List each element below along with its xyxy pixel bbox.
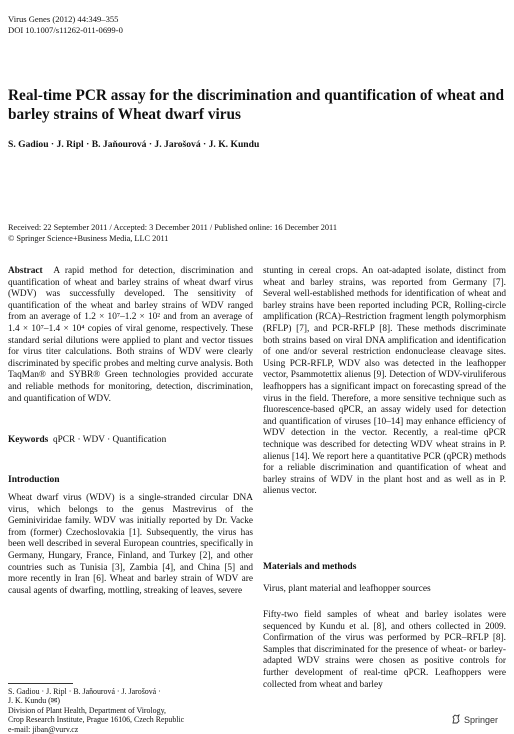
- footnote-email: e-mail: jiban@vurv.cz: [8, 724, 79, 734]
- methods-subheading: Virus, plant material and leafhopper sources: [263, 584, 431, 594]
- copyright: © Springer Science+Business Media, LLC 2011: [8, 234, 169, 243]
- publisher-name: Springer: [464, 715, 499, 725]
- keywords-text: qPCR · WDV · Quantification: [52, 435, 167, 445]
- methods-text: Fifty-two field samples of wheat and barley isolates were sequenced by Kundu et al. [8], and others collected in 2009. Confirmation of the virus was performed by PCR–RFLP [8]. Samples that discriminated for the presence of wheat- or barley-adapted WDV strains were chosen as positive controls for further development of real-time qPCR. Leafhoppers were collected from wheat and barley: [263, 610, 506, 690]
- journal-citation: Virus Genes (2012) 44:349–355: [8, 14, 119, 24]
- abstract: [8, 266, 253, 405]
- keywords: [8, 435, 253, 445]
- author-list: S. Gadiou · J. Ripl · B. Jaňourová · J. Jarošová · J. K. Kundu: [8, 139, 260, 150]
- paper-title: Real-time PCR assay for the discrimination and quantification of wheat and barley strains of Wheat dwarf virus: [8, 87, 505, 123]
- abstract-text: A rapid method for detection, discrimination and quantification of wheat and barley strains of wheat dwarf virus (WDV) was successfully developed. The sensitivity of quantification of the wheat and barley strains of WDV ranged from an average of 1.2 × 10⁷–1.2 × 10² and from an average of 1.4 × 10⁷–1.4 × 10⁴ copies of viral genome, respectively. These standard serial dilutions were applied to plant and vector tissues for virus titer calculations. Both strains of WDV were clearly discriminated by specific probes and melting curve analysis. Both TaqMan® and SYBR® Green technologies provided accurate and reliable methods for monitoring, detection, discrimination, and quantification of WDV.: [8, 266, 254, 404]
- keywords-label: Keywords: [8, 435, 49, 445]
- springer-horse-icon: [451, 714, 461, 724]
- publisher-logo: [451, 714, 498, 725]
- introduction-text: Wheat dwarf virus (WDV) is a single-stranded circular DNA virus, which belongs to the genus Mastrevirus of the Geminiviridae family. WDV was initially reported by Dr. Vacke from (former) Czechoslovakia [1]. Subsequently, the virus has been well described in several European countries, specifically in Germany, Hungary, France, Finland, and Turkey [2], and other countries such as Tunisia [3], Zambia [4], and China [5] and more recently in Iran [6]. Wheat and barley strain of WDV are causal agents of dwarfing, mottling, streaking of leaves, severe: [8, 493, 253, 596]
- publication-dates: Received: 22 September 2011 / Accepted: 3 December 2011 / Published online: 16 December 2011: [8, 223, 338, 232]
- introduction-heading: Introduction: [8, 475, 60, 485]
- right-column-text: stunting in cereal crops. An oat-adapted isolate, distinct from wheat and barley strains, was reported from Germany [7]. Several well-established methods for identification of wheat and barley strains have been reported including PCR, Rolling-circle amplification (RCA)–Restriction fragment length polymorphism (RFLP) [7], and PCR-RFLP [8]. These methods discriminate both strains based on viral DNA amplification and identification of one and/or several restriction endonuclease cleavage sites. Using PCR-RFLP, WDV also was detected in the leafhopper vector, Psammotettix alienus [9]. Detection of WDV-viruliferous leafhoppers has a significant impact on forecasting spread of the virus in the field. Therefore, a more sensitive technique such as fluorescence-based qPCR, an assay widely used for detection and quantification of viruses [10–14] may enhance efficiency of WDV detection in the vector. Recently, a real-time qPCR technique was described for detecting WDV wheat strains in P. alienus [14]. We report here a quantitative PCR (qPCR) methods for a reliable discrimination and quantification of wheat and barley strains of WDV in the plant host and as well as in P. alienus vector.: [263, 266, 506, 497]
- footnote-institute: Crop Research Institute, Prague 16106, Czech Republic: [8, 715, 185, 725]
- doi: DOI 10.1007/s11262-011-0699-0: [8, 25, 123, 35]
- footnote-divider: [8, 683, 73, 684]
- footnote-corresponding: J. K. Kundu (✉): [8, 696, 60, 706]
- footnote-authors: S. Gadiou · J. Ripl · B. Jaňourová · J. Jarošová ·: [8, 687, 161, 696]
- footnote-division: Division of Plant Health, Department of Virology,: [8, 705, 166, 715]
- abstract-label: Abstract: [8, 266, 43, 276]
- affiliation-footnote: [8, 687, 253, 734]
- methods-heading: Materials and methods: [263, 562, 357, 572]
